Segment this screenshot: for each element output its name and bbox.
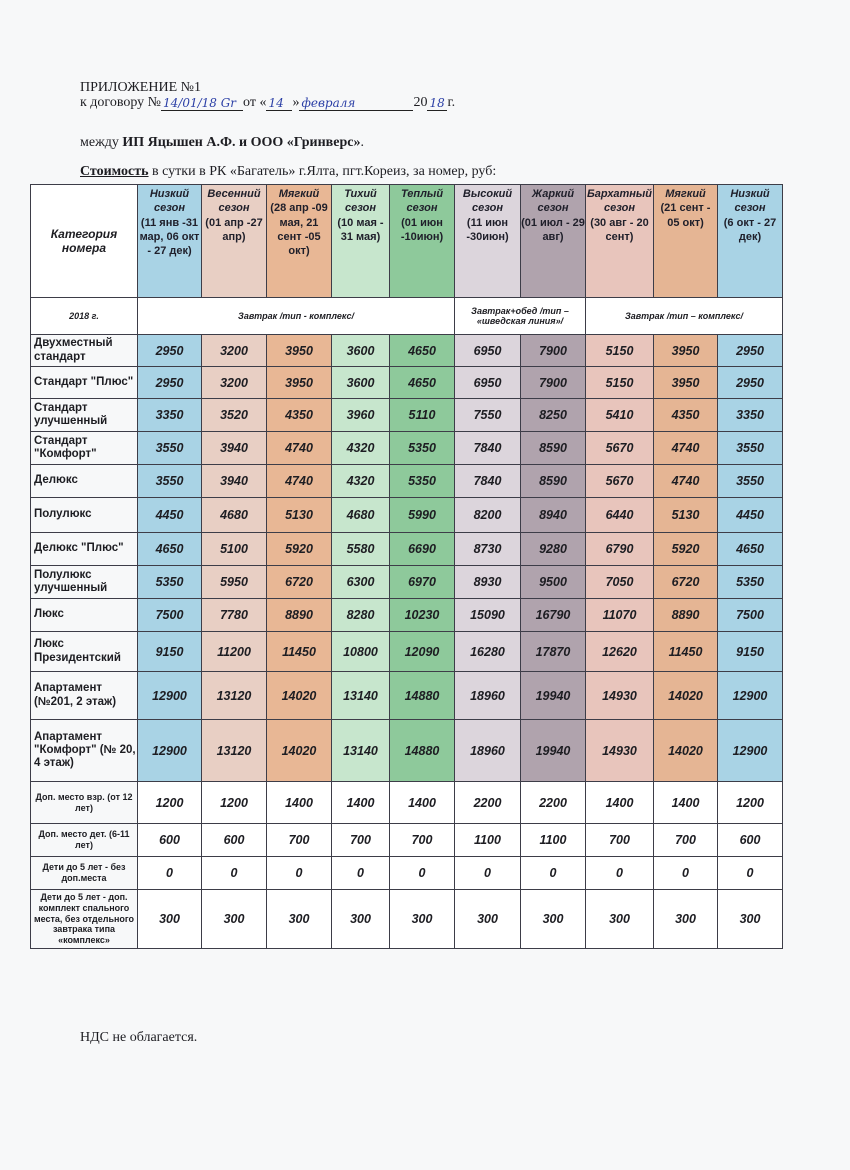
price-cell: 10230: [390, 599, 455, 632]
price-cell: 13140: [332, 672, 390, 720]
price-cell: 6790: [586, 533, 654, 566]
season-header: [332, 185, 390, 298]
price-cell: 8280: [332, 599, 390, 632]
contract-line: [80, 95, 780, 110]
price-cell: 8940: [521, 498, 586, 533]
from-text: от «: [243, 95, 267, 111]
day-handwritten: 14: [266, 97, 292, 111]
room-category: Стандарт улучшенный: [31, 399, 138, 432]
price-cell: 14880: [390, 720, 455, 782]
price-cell: 12900: [138, 672, 202, 720]
room-category: Апартамент "Комфорт" (№ 20, 4 этаж): [31, 720, 138, 782]
room-category: Делюкс: [31, 465, 138, 498]
year-prefix: 20: [413, 95, 428, 111]
quote-close: »: [292, 95, 300, 111]
price-cell: 3550: [138, 465, 202, 498]
season-dates: (01 июн -10июн): [400, 216, 444, 243]
between-prefix: между: [80, 135, 119, 150]
price-cell: 1200: [202, 782, 267, 824]
price-cell: 14020: [267, 720, 332, 782]
price-cell: 11450: [267, 632, 332, 672]
year-suffix: г.: [447, 95, 456, 111]
season-name: Жаркий сезон: [531, 188, 575, 215]
price-cell: 12900: [718, 672, 783, 720]
table-row: [31, 399, 783, 432]
price-cell: 3950: [654, 367, 718, 399]
season-name: Весенний сезон: [207, 188, 261, 215]
meal-plan-1: Завтрак /тип - комплекс/: [138, 298, 455, 335]
price-cell: 2950: [138, 367, 202, 399]
price-cell: 5150: [586, 335, 654, 367]
price-cell: 0: [521, 857, 586, 890]
price-cell: 5100: [202, 533, 267, 566]
price-cell: 12620: [586, 632, 654, 672]
season-dates: (30 авг - 20 сент): [590, 216, 649, 243]
room-category: Люкс Президентский: [31, 632, 138, 672]
price-cell: 5410: [586, 399, 654, 432]
price-cell: 14880: [390, 672, 455, 720]
table-row: [31, 824, 783, 857]
price-cell: 14930: [586, 672, 654, 720]
price-cell: 14020: [267, 672, 332, 720]
contract-prefix: к договору №: [80, 95, 162, 111]
season-dates: (28 апр -09 мая, 21 сент -05 окт): [270, 202, 328, 258]
price-cell: 0: [138, 857, 202, 890]
price-cell: 4350: [654, 399, 718, 432]
season-name: Низкий сезон: [149, 188, 190, 215]
price-cell: 13140: [332, 720, 390, 782]
price-cell: 1100: [521, 824, 586, 857]
price-cell: 2950: [718, 335, 783, 367]
price-cell: 18960: [455, 720, 521, 782]
price-cell: 1200: [138, 782, 202, 824]
meal-plan-3: Завтрак /тип – комплекс/: [586, 298, 783, 335]
price-cell: 11070: [586, 599, 654, 632]
price-cell: 0: [654, 857, 718, 890]
table-row: [31, 632, 783, 672]
room-category: Делюкс "Плюс": [31, 533, 138, 566]
season-dates: (21 сент - 05 окт): [660, 202, 711, 229]
price-cell: 2200: [455, 782, 521, 824]
room-category: Доп. место взр. (от 12 лет): [31, 782, 138, 824]
season-header: [138, 185, 202, 298]
meal-plan-row: [31, 298, 783, 335]
price-cell: 4450: [138, 498, 202, 533]
price-cell: 5350: [390, 432, 455, 465]
price-cell: 7500: [138, 599, 202, 632]
price-cell: 7050: [586, 566, 654, 599]
price-cell: 5990: [390, 498, 455, 533]
price-cell: 0: [718, 857, 783, 890]
season-header: [267, 185, 332, 298]
table-row: [31, 533, 783, 566]
year-handwritten: 18: [427, 97, 447, 111]
price-cell: 19940: [521, 720, 586, 782]
price-cell: 300: [718, 890, 783, 949]
price-cell: 5920: [654, 533, 718, 566]
meal-plan-2: Завтрак+обед /тип – «шведская линия»/: [455, 298, 586, 335]
price-cell: 6720: [654, 566, 718, 599]
price-cell: 9150: [718, 632, 783, 672]
price-cell: 4320: [332, 432, 390, 465]
cost-label: Стоимость: [80, 164, 149, 179]
price-cell: 4650: [138, 533, 202, 566]
price-cell: 5130: [654, 498, 718, 533]
price-cell: 14020: [654, 720, 718, 782]
price-cell: 16790: [521, 599, 586, 632]
season-header: [202, 185, 267, 298]
room-category: Люкс: [31, 599, 138, 632]
price-cell: 5920: [267, 533, 332, 566]
month-handwritten: февраля: [299, 97, 413, 111]
price-cell: 700: [332, 824, 390, 857]
price-cell: 3550: [138, 432, 202, 465]
price-cell: 600: [718, 824, 783, 857]
price-cell: 5950: [202, 566, 267, 599]
price-cell: 14930: [586, 720, 654, 782]
table-row: [31, 857, 783, 890]
table-row: [31, 890, 783, 949]
price-cell: 18960: [455, 672, 521, 720]
season-header: [521, 185, 586, 298]
parties-line: [80, 135, 364, 151]
price-cell: 2950: [138, 335, 202, 367]
season-header: [455, 185, 521, 298]
price-cell: 6950: [455, 335, 521, 367]
price-cell: 3520: [202, 399, 267, 432]
price-cell: 1100: [455, 824, 521, 857]
price-cell: 5670: [586, 465, 654, 498]
table-row: [31, 335, 783, 367]
price-cell: 2950: [718, 367, 783, 399]
price-cell: 600: [138, 824, 202, 857]
price-cell: 4650: [390, 335, 455, 367]
price-cell: 5350: [718, 566, 783, 599]
price-cell: 3950: [267, 335, 332, 367]
price-cell: 2200: [521, 782, 586, 824]
price-cell: 5580: [332, 533, 390, 566]
price-cell: 1400: [267, 782, 332, 824]
season-name: Тихий сезон: [344, 188, 377, 215]
price-cell: 5670: [586, 432, 654, 465]
price-cell: 4450: [718, 498, 783, 533]
price-cell: 8730: [455, 533, 521, 566]
season-name: Высокий сезон: [462, 188, 513, 215]
price-cell: 3200: [202, 335, 267, 367]
price-cell: 300: [138, 890, 202, 949]
price-cell: 700: [654, 824, 718, 857]
price-cell: 4740: [267, 465, 332, 498]
table-row: [31, 367, 783, 399]
season-name: Мягкий: [278, 188, 320, 200]
price-cell: 3940: [202, 432, 267, 465]
price-cell: 3950: [654, 335, 718, 367]
season-dates: (11 июн -30июн): [466, 216, 509, 243]
table-row: [31, 498, 783, 533]
category-header: Категория номера: [31, 185, 138, 298]
price-cell: 700: [586, 824, 654, 857]
price-cell: 5150: [586, 367, 654, 399]
price-cell: 300: [332, 890, 390, 949]
season-name: Теплый сезон: [400, 188, 444, 215]
price-cell: 3950: [267, 367, 332, 399]
table-row: [31, 566, 783, 599]
price-cell: 11200: [202, 632, 267, 672]
price-cell: 10800: [332, 632, 390, 672]
room-category: Апартамент (№201, 2 этаж): [31, 672, 138, 720]
price-cell: 300: [654, 890, 718, 949]
price-cell: 0: [267, 857, 332, 890]
season-header: [654, 185, 718, 298]
season-name: Бархатный сезон: [587, 188, 652, 215]
price-cell: 4320: [332, 465, 390, 498]
price-cell: 13120: [202, 672, 267, 720]
appendix-title: ПРИЛОЖЕНИЕ №1: [80, 80, 201, 95]
room-category: Дети до 5 лет - без доп.места: [31, 857, 138, 890]
price-cell: 1400: [586, 782, 654, 824]
price-cell: 1400: [390, 782, 455, 824]
price-cell: 6440: [586, 498, 654, 533]
price-cell: 7900: [521, 335, 586, 367]
price-cell: 4740: [654, 432, 718, 465]
price-cell: 300: [202, 890, 267, 949]
price-cell: 12090: [390, 632, 455, 672]
price-cell: 3550: [718, 465, 783, 498]
price-cell: 7900: [521, 367, 586, 399]
price-cell: 12900: [138, 720, 202, 782]
price-cell: 3200: [202, 367, 267, 399]
price-cell: 12900: [718, 720, 783, 782]
season-header: [390, 185, 455, 298]
price-cell: 3940: [202, 465, 267, 498]
price-cell: 5350: [138, 566, 202, 599]
table-row: [31, 720, 783, 782]
season-dates: (01 апр -27 апр): [205, 216, 263, 243]
price-cell: 300: [586, 890, 654, 949]
price-cell: 300: [455, 890, 521, 949]
season-name: Низкий сезон: [730, 188, 770, 215]
table-row: [31, 599, 783, 632]
contract-number-handwritten: 14/01/18 Gr: [161, 97, 243, 111]
document-header: [80, 80, 780, 111]
price-cell: 300: [267, 890, 332, 949]
room-category: Доп. место дет. (6-11 лет): [31, 824, 138, 857]
season-dates: (01 июл - 29 авг): [521, 216, 585, 243]
price-cell: 8930: [455, 566, 521, 599]
price-cell: 8200: [455, 498, 521, 533]
season-dates: (11 янв -31 мар, 06 окт - 27 дек): [139, 216, 200, 258]
price-cell: 4650: [718, 533, 783, 566]
table-row: [31, 465, 783, 498]
parties-names: ИП Яцышен А.Ф. и ООО «Гринверс»: [122, 135, 361, 150]
price-cell: 8590: [521, 465, 586, 498]
room-category: Полулюкс: [31, 498, 138, 533]
price-cell: 7840: [455, 465, 521, 498]
season-header-row: [31, 185, 783, 298]
price-cell: 19940: [521, 672, 586, 720]
room-category: Полулюкс улучшенный: [31, 566, 138, 599]
price-cell: 0: [455, 857, 521, 890]
table-row: [31, 672, 783, 720]
price-cell: 9280: [521, 533, 586, 566]
price-cell: 8590: [521, 432, 586, 465]
season-name: Мягкий: [665, 188, 706, 200]
price-cell: 600: [202, 824, 267, 857]
price-cell: 5130: [267, 498, 332, 533]
price-cell: 4740: [654, 465, 718, 498]
price-cell: 6950: [455, 367, 521, 399]
table-row: [31, 782, 783, 824]
price-cell: 700: [267, 824, 332, 857]
price-cell: 0: [202, 857, 267, 890]
price-cell: 1200: [718, 782, 783, 824]
price-cell: 16280: [455, 632, 521, 672]
price-cell: 7840: [455, 432, 521, 465]
price-cell: 3550: [718, 432, 783, 465]
price-cell: 7550: [455, 399, 521, 432]
price-cell: 6720: [267, 566, 332, 599]
price-table: [30, 184, 783, 949]
price-cell: 6970: [390, 566, 455, 599]
price-cell: 300: [390, 890, 455, 949]
price-cell: 5350: [390, 465, 455, 498]
price-cell: 11450: [654, 632, 718, 672]
season-dates: (6 окт - 27 дек): [723, 216, 777, 243]
price-cell: 9500: [521, 566, 586, 599]
price-cell: 8250: [521, 399, 586, 432]
cost-line: [80, 164, 496, 180]
room-category: Стандарт "Комфорт": [31, 432, 138, 465]
price-cell: 7780: [202, 599, 267, 632]
room-category: Дети до 5 лет - доп. комплект спального места, без отдельного завтрака типа «комплекс»: [31, 890, 138, 949]
price-cell: 3600: [332, 367, 390, 399]
vat-note: НДС не облагается.: [80, 1030, 198, 1045]
price-cell: 4680: [332, 498, 390, 533]
price-cell: 4680: [202, 498, 267, 533]
price-cell: 5110: [390, 399, 455, 432]
price-cell: 8890: [267, 599, 332, 632]
price-cell: 4740: [267, 432, 332, 465]
price-cell: 1400: [332, 782, 390, 824]
year-label: 2018 г.: [31, 298, 138, 335]
price-cell: 4650: [390, 367, 455, 399]
season-header: [586, 185, 654, 298]
season-header: [718, 185, 783, 298]
cost-text: в сутки в РК «Багатель» г.Ялта, пгт.Кореиз, за номер, руб:: [148, 164, 497, 179]
price-cell: 9150: [138, 632, 202, 672]
price-cell: 700: [390, 824, 455, 857]
price-cell: 0: [390, 857, 455, 890]
price-cell: 0: [332, 857, 390, 890]
price-cell: 3600: [332, 335, 390, 367]
room-category: Стандарт "Плюс": [31, 367, 138, 399]
price-cell: 15090: [455, 599, 521, 632]
price-cell: 8890: [654, 599, 718, 632]
price-cell: 7500: [718, 599, 783, 632]
price-cell: 13120: [202, 720, 267, 782]
price-cell: 6300: [332, 566, 390, 599]
price-cell: 6690: [390, 533, 455, 566]
price-cell: 0: [586, 857, 654, 890]
price-cell: 3960: [332, 399, 390, 432]
season-dates: (10 мая - 31 мая): [337, 216, 384, 243]
price-cell: 1400: [654, 782, 718, 824]
price-cell: 3350: [138, 399, 202, 432]
price-cell: 4350: [267, 399, 332, 432]
price-cell: 17870: [521, 632, 586, 672]
price-cell: 300: [521, 890, 586, 949]
price-cell: 3350: [718, 399, 783, 432]
room-category: Двухместный стандарт: [31, 335, 138, 367]
parties-suffix: .: [360, 135, 364, 150]
price-cell: 14020: [654, 672, 718, 720]
table-row: [31, 432, 783, 465]
